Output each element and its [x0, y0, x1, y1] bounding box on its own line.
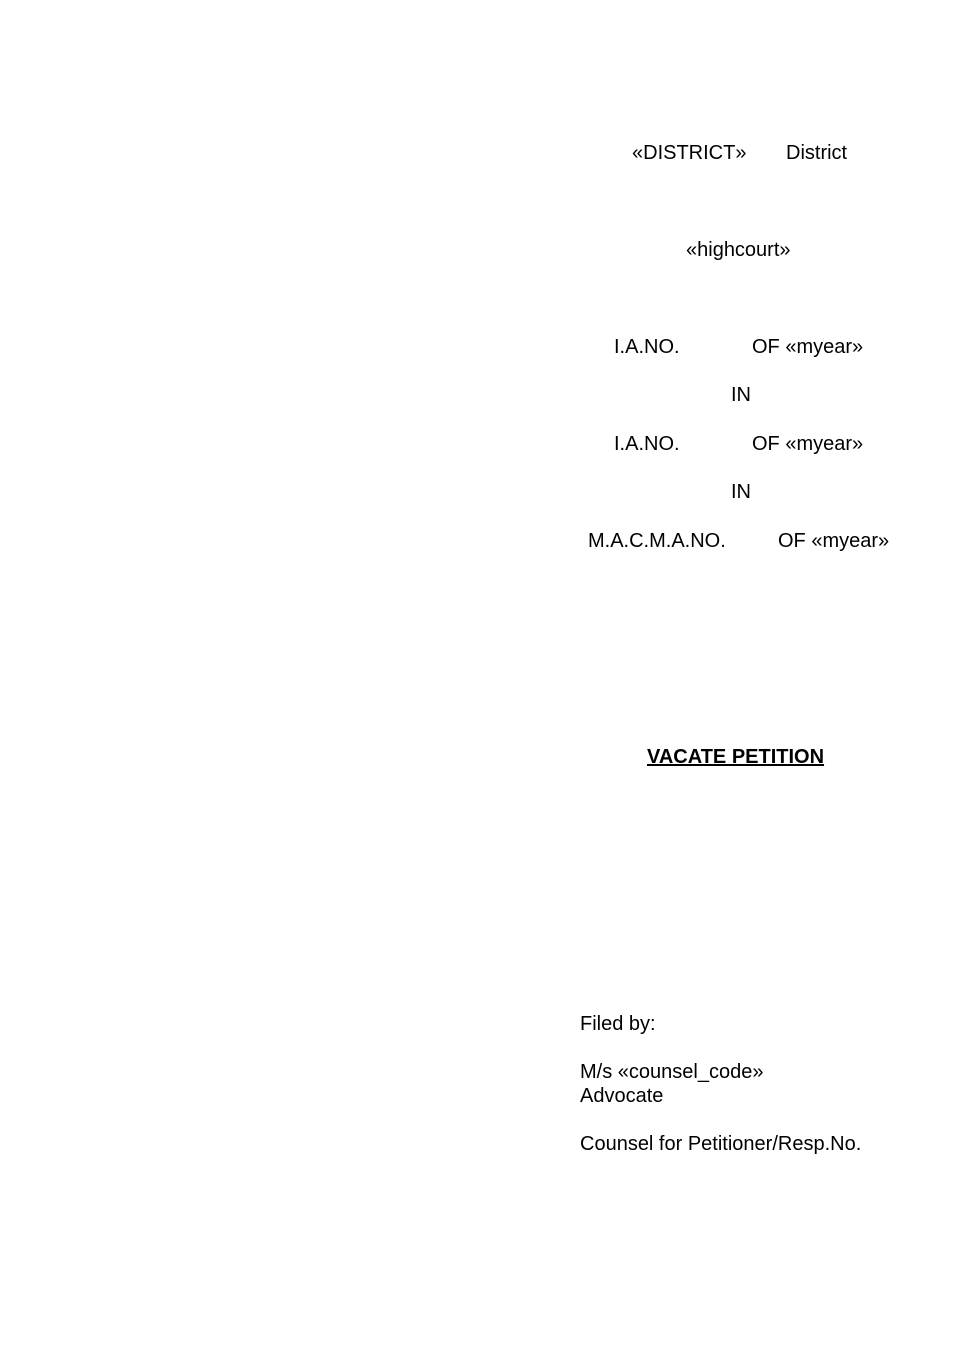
- ia-number-label: I.A.NO.: [614, 433, 680, 455]
- highcourt-placeholder: «highcourt»: [686, 239, 791, 261]
- ia-year-label: OF «myear»: [752, 336, 864, 358]
- macma-year-label: OF «myear»: [778, 530, 890, 552]
- ia-number-label: I.A.NO.: [614, 336, 680, 358]
- document-title: VACATE PETITION: [647, 746, 825, 768]
- macma-number-label: M.A.C.M.A.NO.: [588, 530, 726, 552]
- in-connector: IN: [731, 481, 751, 503]
- district-label: District: [786, 142, 848, 164]
- counsel-for-label: Counsel for Petitioner/Resp.No.: [580, 1133, 862, 1155]
- in-connector: IN: [731, 384, 751, 406]
- district-placeholder: «DISTRICT»: [632, 142, 747, 164]
- counsel-designation: Advocate: [580, 1085, 664, 1107]
- filed-by-label: Filed by:: [580, 1013, 656, 1035]
- counsel-name: M/s «counsel_code»: [580, 1061, 764, 1083]
- ia-year-label: OF «myear»: [752, 433, 864, 455]
